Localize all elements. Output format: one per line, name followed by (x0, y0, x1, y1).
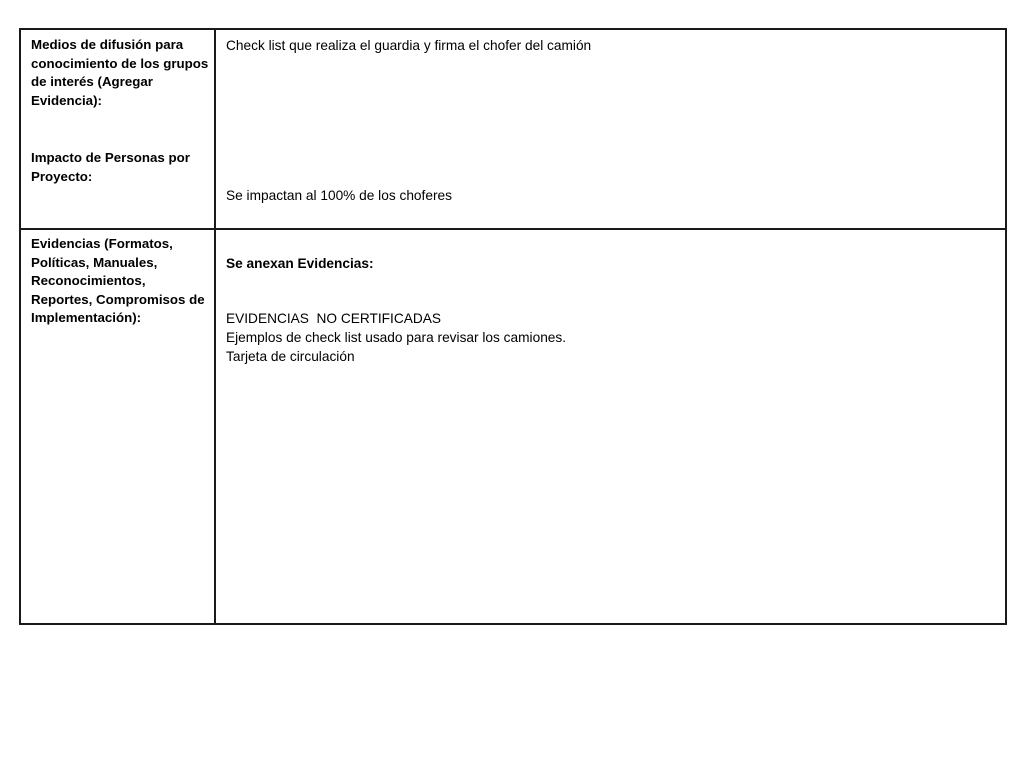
evidence-line-checklist-examples: Ejemplos de check list usado para revisar los camiones. (226, 330, 567, 345)
value-cell-diffusion (215, 29, 1006, 229)
label-cell-evidence (20, 229, 215, 624)
label-cell-diffusion (20, 29, 215, 229)
evidence-label: Evidencias (Formatos, Políticas, Manuales, Reconocimientos, Reportes, Compromisos de Implementación): (31, 236, 205, 325)
evidence-line-circulation-card: Tarjeta de circulación (226, 349, 355, 364)
table-row (20, 229, 1006, 624)
table-row (20, 29, 1006, 229)
evidence-form-table (19, 28, 1007, 625)
evidence-heading: Se anexan Evidencias: (226, 256, 374, 271)
impact-value: Se impactan al 100% de los choferes (226, 188, 452, 203)
impact-label: Impacto de Personas por Proyecto: (31, 150, 190, 184)
value-cell-evidence (215, 229, 1006, 624)
evidence-line-not-certified: EVIDENCIAS NO CERTIFICADAS (226, 311, 441, 326)
diffusion-value: Check list que realiza el guardia y firma el chofer del camión (226, 38, 592, 53)
diffusion-label: Medios de difusión para conocimiento de los grupos de interés (Agregar Evidencia): (31, 37, 209, 108)
